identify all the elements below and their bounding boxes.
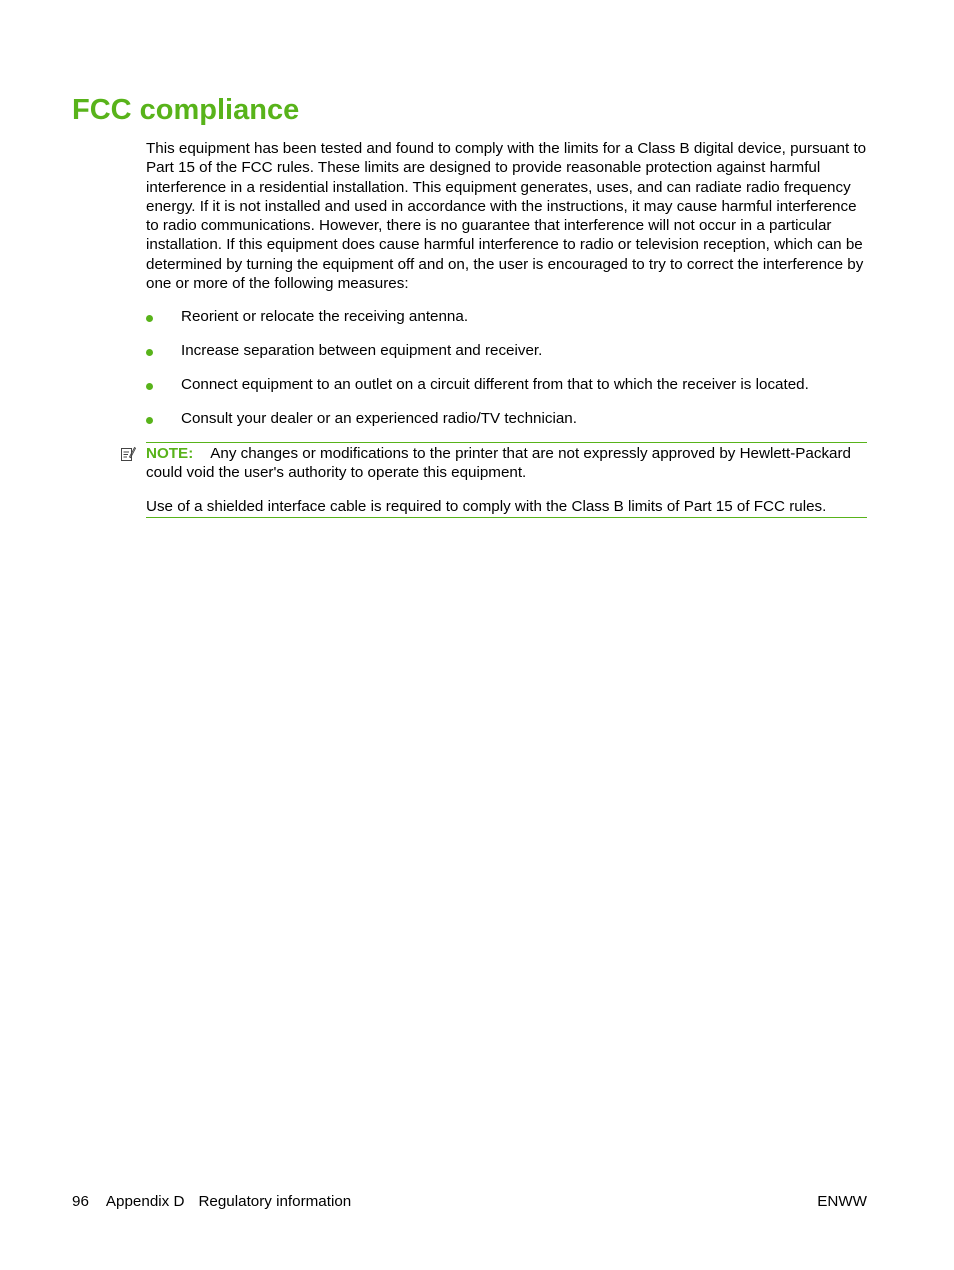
- footer-appendix: Appendix D: [105, 1193, 185, 1210]
- list-item-text: Connect equipment to an outlet on a circuit different from that to which the receiver is located.: [181, 376, 809, 393]
- list-item: [146, 307, 868, 327]
- list-item: [146, 341, 868, 361]
- bullet-icon: [146, 315, 153, 322]
- note-text: [146, 444, 867, 483]
- note-label: NOTE:: [146, 445, 194, 462]
- page-number: 96: [72, 1193, 89, 1210]
- intro-paragraph: This equipment has been tested and found to comply with the limits for a Class B digital device, pursuant to Part 15 of the FCC rules. These limits are designed to provide reasonable protection against harmful interference in a residential installation. This equipment generates, uses, and can radiate radio frequency energy. If it is not installed and used in accordance with the instructions, it may cause harmful interference to radio communications. However, there is no guarantee that interference will not occur in a particular installation. If this equipment does cause harmful interference to radio or television reception, which can be determined by turning the equipment off and on, the user is encouraged to try to correct the interference by one or more of the following measures:: [146, 140, 867, 293]
- page-title: FCC compliance: [72, 94, 300, 126]
- bullet-icon: [146, 383, 153, 390]
- note-icon: [120, 446, 136, 462]
- bullet-icon: [146, 417, 153, 424]
- list-item: [146, 409, 868, 429]
- note-block: [146, 442, 867, 518]
- note-body: Any changes or modifications to the printer that are not expressly approved by Hewlett-Packard could void the user's authority to operate this equipment.: [146, 445, 851, 482]
- list-item-text: Reorient or relocate the receiving antenna.: [181, 308, 469, 325]
- list-item: [146, 375, 868, 395]
- measures-list: [146, 307, 868, 443]
- list-item-text: Consult your dealer or an experienced radio/TV technician.: [181, 410, 577, 427]
- note-text-secondary: Use of a shielded interface cable is required to comply with the Class B limits of Part 15 of FCC rules.: [146, 497, 827, 515]
- footer-section: Regulatory information: [198, 1193, 352, 1210]
- page-footer: [72, 1192, 867, 1212]
- bullet-icon: [146, 349, 153, 356]
- list-item-text: Increase separation between equipment and receiver.: [181, 342, 543, 359]
- footer-edition-code: ENWW: [817, 1193, 867, 1210]
